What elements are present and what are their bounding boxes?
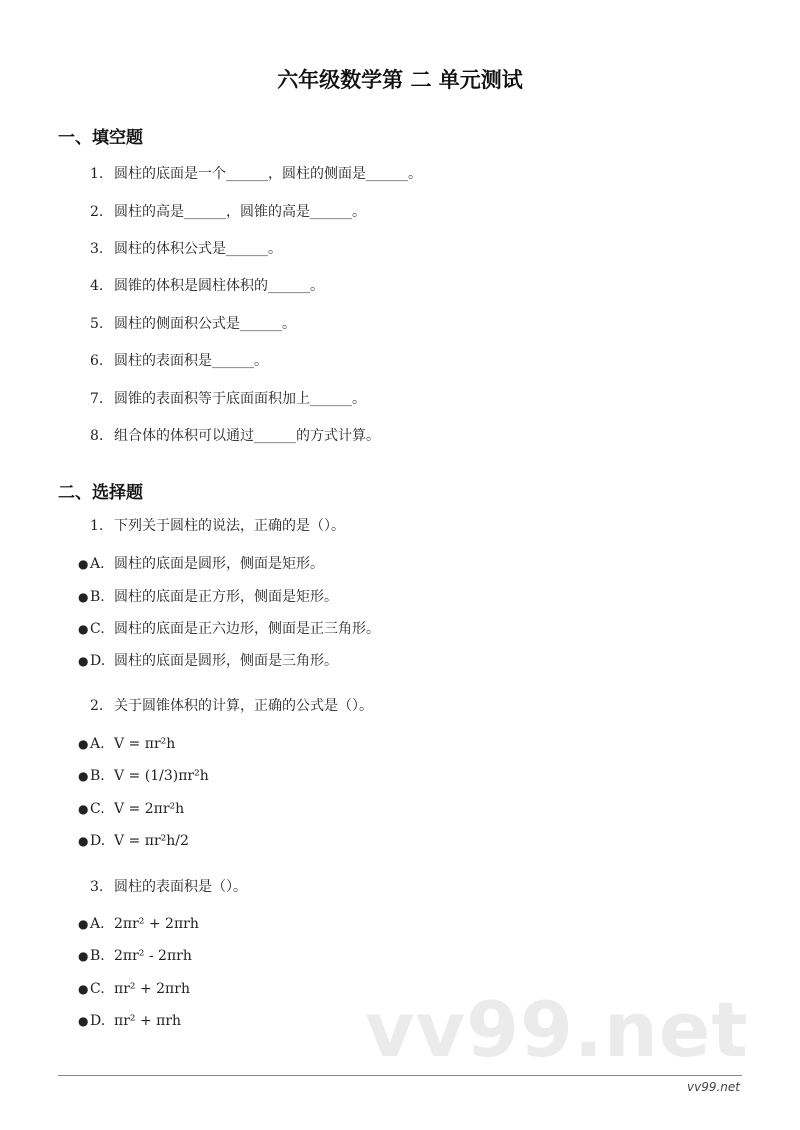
watermark: vv99.net — [365, 985, 749, 1074]
question-choice-1 — [90, 517, 345, 535]
option-text: 2πr² + 2πrh — [114, 916, 199, 932]
question-choice-3 — [90, 878, 247, 896]
bullet-icon: ● — [78, 802, 89, 816]
option-row — [78, 1012, 181, 1030]
question-text: 圆柱的表面积是（）。 — [114, 879, 247, 895]
option-text: 圆柱的底面是圆形，侧面是矩形。 — [114, 556, 324, 572]
question-number: 4. — [90, 278, 104, 294]
option-row — [78, 947, 192, 965]
question-number: 7. — [90, 391, 104, 407]
option-letter: A. — [90, 736, 105, 752]
section-heading-fill-in: 一、填空题 — [58, 128, 143, 148]
bullet-icon: ● — [78, 917, 89, 931]
footer-text: vv99.net — [687, 1080, 740, 1094]
question-text: 圆锥的表面积等于底面面积加上______。 — [114, 391, 366, 407]
question-number: 3. — [90, 241, 104, 257]
question-number: 1. — [90, 518, 104, 534]
option-row — [78, 980, 190, 998]
option-letter: A. — [90, 916, 105, 932]
option-text: πr² + πrh — [114, 1013, 182, 1029]
option-letter: B. — [90, 948, 105, 964]
option-letter: C. — [90, 801, 105, 817]
option-text: 圆柱的底面是正方形，侧面是矩形。 — [114, 589, 338, 605]
question-fill-4 — [90, 277, 324, 295]
option-text: V = (1/3)πr²h — [114, 768, 209, 784]
question-number: 6. — [90, 353, 104, 369]
bullet-icon: ● — [78, 654, 89, 668]
option-letter: B. — [90, 589, 105, 605]
option-text: 2πr² - 2πrh — [114, 948, 192, 964]
option-row — [78, 588, 338, 606]
option-text: V = πr²h/2 — [114, 833, 189, 849]
question-number: 3. — [90, 879, 104, 895]
option-row — [78, 735, 175, 753]
option-letter: A. — [90, 556, 105, 572]
bullet-icon: ● — [78, 949, 89, 963]
question-fill-3 — [90, 240, 282, 258]
question-number: 8. — [90, 428, 104, 444]
question-text: 圆柱的表面积是______。 — [114, 353, 268, 369]
option-row — [78, 652, 338, 670]
option-letter: D. — [90, 833, 106, 849]
option-row — [78, 555, 324, 573]
question-fill-6 — [90, 352, 268, 370]
question-fill-7 — [90, 390, 366, 408]
question-text: 组合体的体积可以通过______的方式计算。 — [114, 428, 380, 444]
option-letter: D. — [90, 653, 106, 669]
option-row — [78, 800, 184, 818]
option-text: V = πr²h — [114, 736, 176, 752]
question-text: 圆柱的侧面积公式是______。 — [114, 316, 296, 332]
option-row — [78, 620, 380, 638]
footer-divider — [58, 1075, 742, 1076]
option-letter: D. — [90, 1013, 106, 1029]
option-text: V = 2πr²h — [114, 801, 185, 817]
option-letter: C. — [90, 981, 105, 997]
option-row — [78, 767, 209, 785]
question-number: 2. — [90, 698, 104, 714]
question-number: 1. — [90, 166, 104, 182]
question-text: 关于圆锥体积的计算，正确的公式是（）。 — [114, 698, 373, 714]
option-letter: B. — [90, 768, 105, 784]
page-title: 六年级数学第 二 单元测试 — [277, 68, 523, 92]
question-choice-2 — [90, 697, 373, 715]
bullet-icon: ● — [78, 1014, 89, 1028]
bullet-icon: ● — [78, 557, 89, 571]
bullet-icon: ● — [78, 769, 89, 783]
bullet-icon: ● — [78, 737, 89, 751]
question-number: 2. — [90, 204, 104, 220]
section-heading-choice: 二、选择题 — [58, 483, 143, 503]
option-text: πr² + 2πrh — [114, 981, 190, 997]
question-fill-8 — [90, 427, 380, 445]
question-text: 圆柱的底面是一个______，圆柱的侧面是______。 — [114, 166, 422, 182]
question-fill-1 — [90, 165, 422, 183]
question-text: 圆柱的体积公式是______。 — [114, 241, 282, 257]
bullet-icon: ● — [78, 982, 89, 996]
option-text: 圆柱的底面是圆形，侧面是三角形。 — [114, 653, 338, 669]
bullet-icon: ● — [78, 622, 89, 636]
question-fill-5 — [90, 315, 296, 333]
option-row — [78, 915, 199, 933]
question-text: 下列关于圆柱的说法，正确的是（）。 — [114, 518, 345, 534]
option-letter: C. — [90, 621, 105, 637]
bullet-icon: ● — [78, 834, 89, 848]
option-text: 圆柱的底面是正六边形，侧面是正三角形。 — [114, 621, 380, 637]
question-fill-2 — [90, 203, 366, 221]
question-text: 圆柱的高是______，圆锥的高是______。 — [114, 204, 366, 220]
question-number: 5. — [90, 316, 104, 332]
option-row — [78, 832, 189, 850]
question-text: 圆锥的体积是圆柱体积的______。 — [114, 278, 324, 294]
bullet-icon: ● — [78, 590, 89, 604]
